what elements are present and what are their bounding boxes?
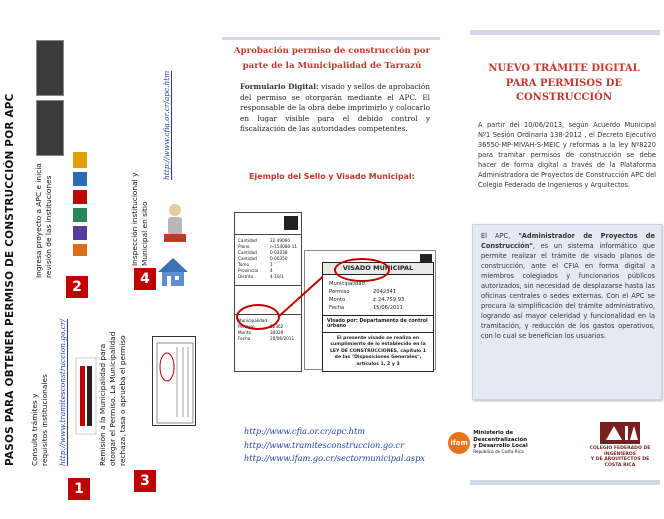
step-4-number: 4 [134,268,156,290]
stamp-value-permiso: 2042341 [373,289,397,295]
stamp-highlight-small [236,304,280,330]
step-3-text: Remisión a la Municipalidad para otorgar el Permiso. La Municipalidad rechaza, tasa o aprueba el permiso [98,331,127,466]
right-bottom-bar [470,480,660,485]
tramites-logo-icon [74,356,98,436]
permit-thumbnail [152,336,196,426]
middle-title: Aprobación permiso de construcción por parte de la Municipalidad de Tarrazú [233,46,431,71]
stamp-header: VISADO MUNICIPAL [323,263,433,275]
ifam-line-3: República de Costa Rica [473,449,524,455]
stamp-label-municipalidad: Municipalidad [329,281,365,287]
left-panel [0,0,212,519]
apc-description-text: El APC, "Administrador de Proyectos de Construcción", es un sistema informático que permite realizar el trámite de visado planos de construcción, ante el CFIA en forma digital a miembros colegiados y funcionarios públicos autorizados, sin necesidad de desplazarse hasta las oficinas centrales o sedes externas. Con el APC se procura la simplificación del trámite administrativo, logrando así mayor celeridad y funcionalidad en la tramitación, y reducción de los gastos operativos, con lo cual se benefician los usuarios. [481,232,655,340]
right-title: NUEVO TRÁMITE DIGITAL PARA PERMISOS DE CONSTRUCCIÓN [488,63,640,103]
step-2-text: Ingresa proyecto a APC e inicia revisión de las instituciones [34,163,53,278]
stamp-value-monto: ¢ 24.759.93 [373,297,405,303]
permit-document-left: Cantidad 22 49060 Plano n-154080-11 Cantidad 0-02038 Cantidad 0-00350 Tomo 1 Provincial 4 Distrito 4-10/3 Municipalidad Permiso 02362 Monto 30029 Fecha 20/06/2011 [234,212,302,372]
right-intro-text: A partir del 10/06/2013, según Acuerdo Municipal Nº1 Sesión Ordinaria 138-2012 , el Decreto Ejecutivo 36550-MP-MIVAH-S-MEIC y reformas a la ley Nº8220 para tramitar permisos de construcción se debe hacer de forma digital a través de la Plataforma Administradora de Proyectos de Construcción APC del Colegio Federado de Ingenieros y Arquitectos. [478,121,656,189]
middle-panel [222,0,442,519]
reference-links [244,425,444,466]
apc-definition: "Administrador de Proyectos de Construcción" [481,232,655,250]
apc-screenshot-2 [36,100,64,156]
right-panel [450,0,664,519]
steps-title: PASOS PARA OBTENER PERMISO DE CONSTRUCCIÓN POR APC [4,93,16,467]
stamp-highlight-large [334,258,390,282]
institutions-logos-icon [70,150,90,258]
inspector-icon [160,200,190,246]
stamp-visado-por: Visado por: Departamento de control urbano [323,315,433,332]
middle-body [240,82,430,135]
step-1-number: 1 [68,478,90,500]
step-1-link[interactable]: http://www.tramitesconstruccion.go.cr/ [58,319,67,466]
middle-body-text: visado y sellos de aprobación del permiso se otorgarán mediante el APC. El responsable de la obra debe imprimirlo y colocarlo en lugar visible para el debido control y fiscalización de las autoridades competentes. [240,82,430,134]
building-icon [156,254,190,290]
stamp-example-title: Ejemplo del Sello y Visado Municipal: [249,172,415,181]
ifam-line-1: Ministerio de Descentralización [473,430,528,443]
step-4-link[interactable]: http://www.cfia.or.cr/apc.htm [162,70,171,180]
stamp-label-permiso: Permiso [329,289,350,295]
ifam-logo [448,428,544,458]
link-cfia-apc[interactable]: http://www.cfia.or.cr/apc.htm [244,426,365,436]
ifam-logo-icon: ifam [448,432,470,454]
cfia-logo-icon [600,422,640,444]
ifam-line-2: y Desarrollo Local [473,443,528,449]
step-4-text: Inspección institucional y Municipal en sitio [130,172,149,266]
apc-description-box [472,224,662,400]
stamp-label-monto: Monto [329,297,346,303]
sponsor-logos [450,420,664,470]
link-ifam[interactable]: http://www.ifam.go.cr/sectormunicipal.aspx [244,453,425,464]
right-top-bar [470,30,660,35]
stamp-label-fecha: Fecha [329,305,345,311]
stamp-note: El presente visado se realiza en cumplimiento de lo establecido en la LEY DE CONSTRUCCIONES, capítulo 1 de las "Disposiciones Generales", artículos 1, 2 y 3 [323,332,433,371]
cfia-line-2: Y DE ARQUITECTOS DE COSTA RICA [590,457,650,468]
step-2-number: 2 [66,276,88,298]
cfia-line-1: COLEGIO FEDERADO DE INGENIEROS [589,446,651,457]
document-logo-icon [284,216,298,230]
step-3-number: 3 [134,470,156,492]
stamp-value-fecha: 15/06/2011 [373,305,403,311]
step-1-text: Consulta trámites y requisitos institucionales [30,374,49,466]
middle-top-bar [222,37,440,40]
link-tramites[interactable]: http://www.tramitesconstruccion.go.cr [244,439,405,450]
middle-body-label: Formulario Digital: [240,82,319,91]
apc-screenshot-1 [36,40,64,96]
cfia-logo [582,422,658,466]
